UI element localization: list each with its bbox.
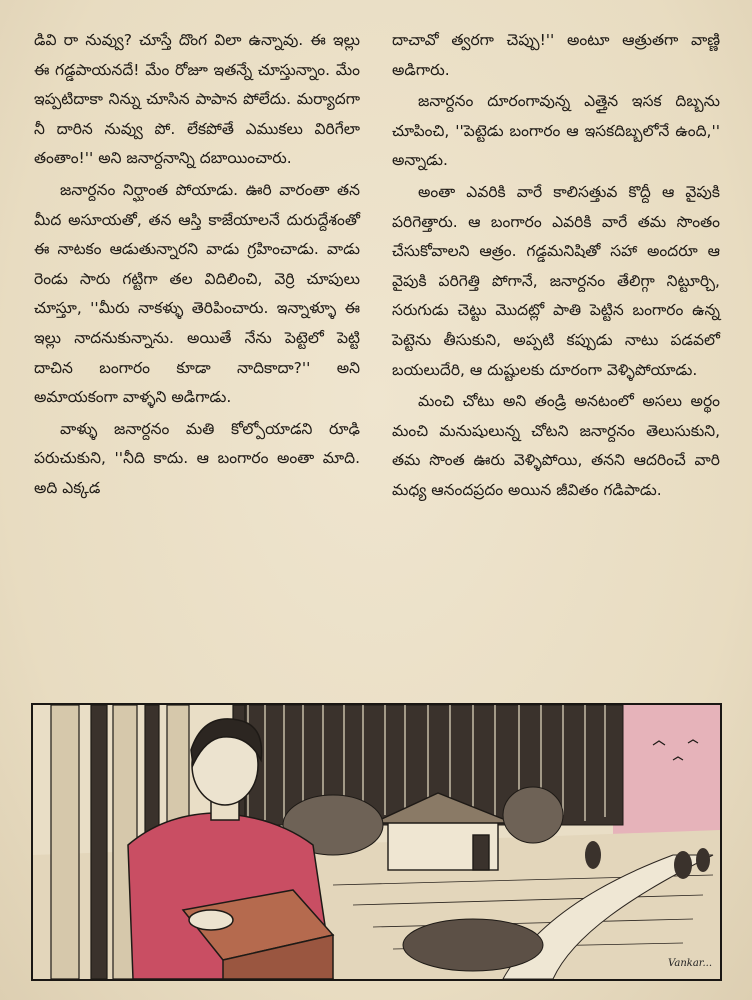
story-illustration (31, 703, 722, 981)
left-paragraph-3: వాళ్ళు జనార్దనం మతి కోల్పోయాడని రూఢి పరుచుకుని, ''నీది కాదు. ఆ బంగారం అంతా మాది. అది ఎక్కడ (34, 419, 360, 497)
left-text-column (34, 26, 360, 504)
right-paragraph-4: మంచి చోటు అని తండ్రి అనటంలో అసలు అర్థం మంచి మనుషులున్న చోటని జనార్దనం తెలుసుకుని, తమ సొంత ఊరు వెళ్ళిపోయి, తనని ఆదరించే వారి మధ్య ఆనందప్రదం అయిన జీవితం గడిపాడు. (392, 392, 720, 499)
right-paragraph-2: జనార్దనం దూరంగావున్న ఎత్తైన ఇసక దిబ్బను చూపించి, ''పెట్టెడు బంగారం ఆ ఇసకదిబ్బలోనే ఉంది,'' అన్నాడు. (392, 92, 720, 170)
right-paragraph-3: అంతా ఎవరికి వారే కాలిసత్తువ కొద్దీ ఆ వైపుకి పరిగెత్తారు. ఆ బంగారం ఎవరికి వారే తమ సొంతం చేసుకోవాలని ఆత్రం. గడ్డమనిషితో సహా అందరూ ఆ వైపుకి పరిగెత్తి పోగానే, జనార్దనం తేలిగ్గా నిట్టూర్చి, సరుగుడు చెట్టు మొదట్లో పాతి పెట్టిన బంగారం ఉన్న పెట్టెను తీసుకుని, అప్పటి కప్పుడు నాటు పడవలో బయలుదేరి, ఆ దుష్టులకు దూరంగా వెళ్ళిపోయాడు. (392, 182, 720, 379)
right-text-column (392, 26, 720, 506)
illustration-drawing (33, 705, 720, 979)
left-paragraph-1: డివి రా నువ్వు? చూస్తే దొంగ విలా ఉన్నావు. ఈ ఇల్లు ఈ గడ్డపాయనదే! మేం రోజూ ఇతన్నే చూస్తున్నాం. మేం ఇప్పటిదాకా నిన్ను చూసిన పాపాన పోలేదు. మర్యాదగా నీ దారిన నువ్వు పో. లేకపోతే ఎముకలు విరిగేలా తంతాం!'' అని జనార్దనాన్ని దబాయించారు. (34, 31, 360, 168)
right-paragraph-1: దాచావో త్వరగా చెప్పు!'' అంటూ ఆత్రుతగా వాణ్ణి అడిగారు. (392, 31, 720, 79)
artist-signature: Vankar... (668, 958, 712, 969)
left-paragraph-2: జనార్దనం నిర్ఘాంత పోయాడు. ఊరి వారంతా తన మీద అసూయతో, తన ఆస్తి కాజేయాలనే దురుద్దేశంతో ఈ నాటకం ఆడుతున్నారని వాడు గ్రహించాడు. వాడు రెండు సారు గట్టిగా తల విదిలించి, వెర్రి చూపులు చూస్తూ, ''మీరు నాకళ్ళు తెరిపించారు. ఇన్నాళ్ళూ ఈ ఇల్లు నాదనుకున్నాను. అయితే నేను పెట్టెలో పెట్టి దాచిన బంగారం కూడా నాదికాదా?'' అని అమాయకంగా వాళ్ళని అడిగాడు. (34, 180, 360, 407)
